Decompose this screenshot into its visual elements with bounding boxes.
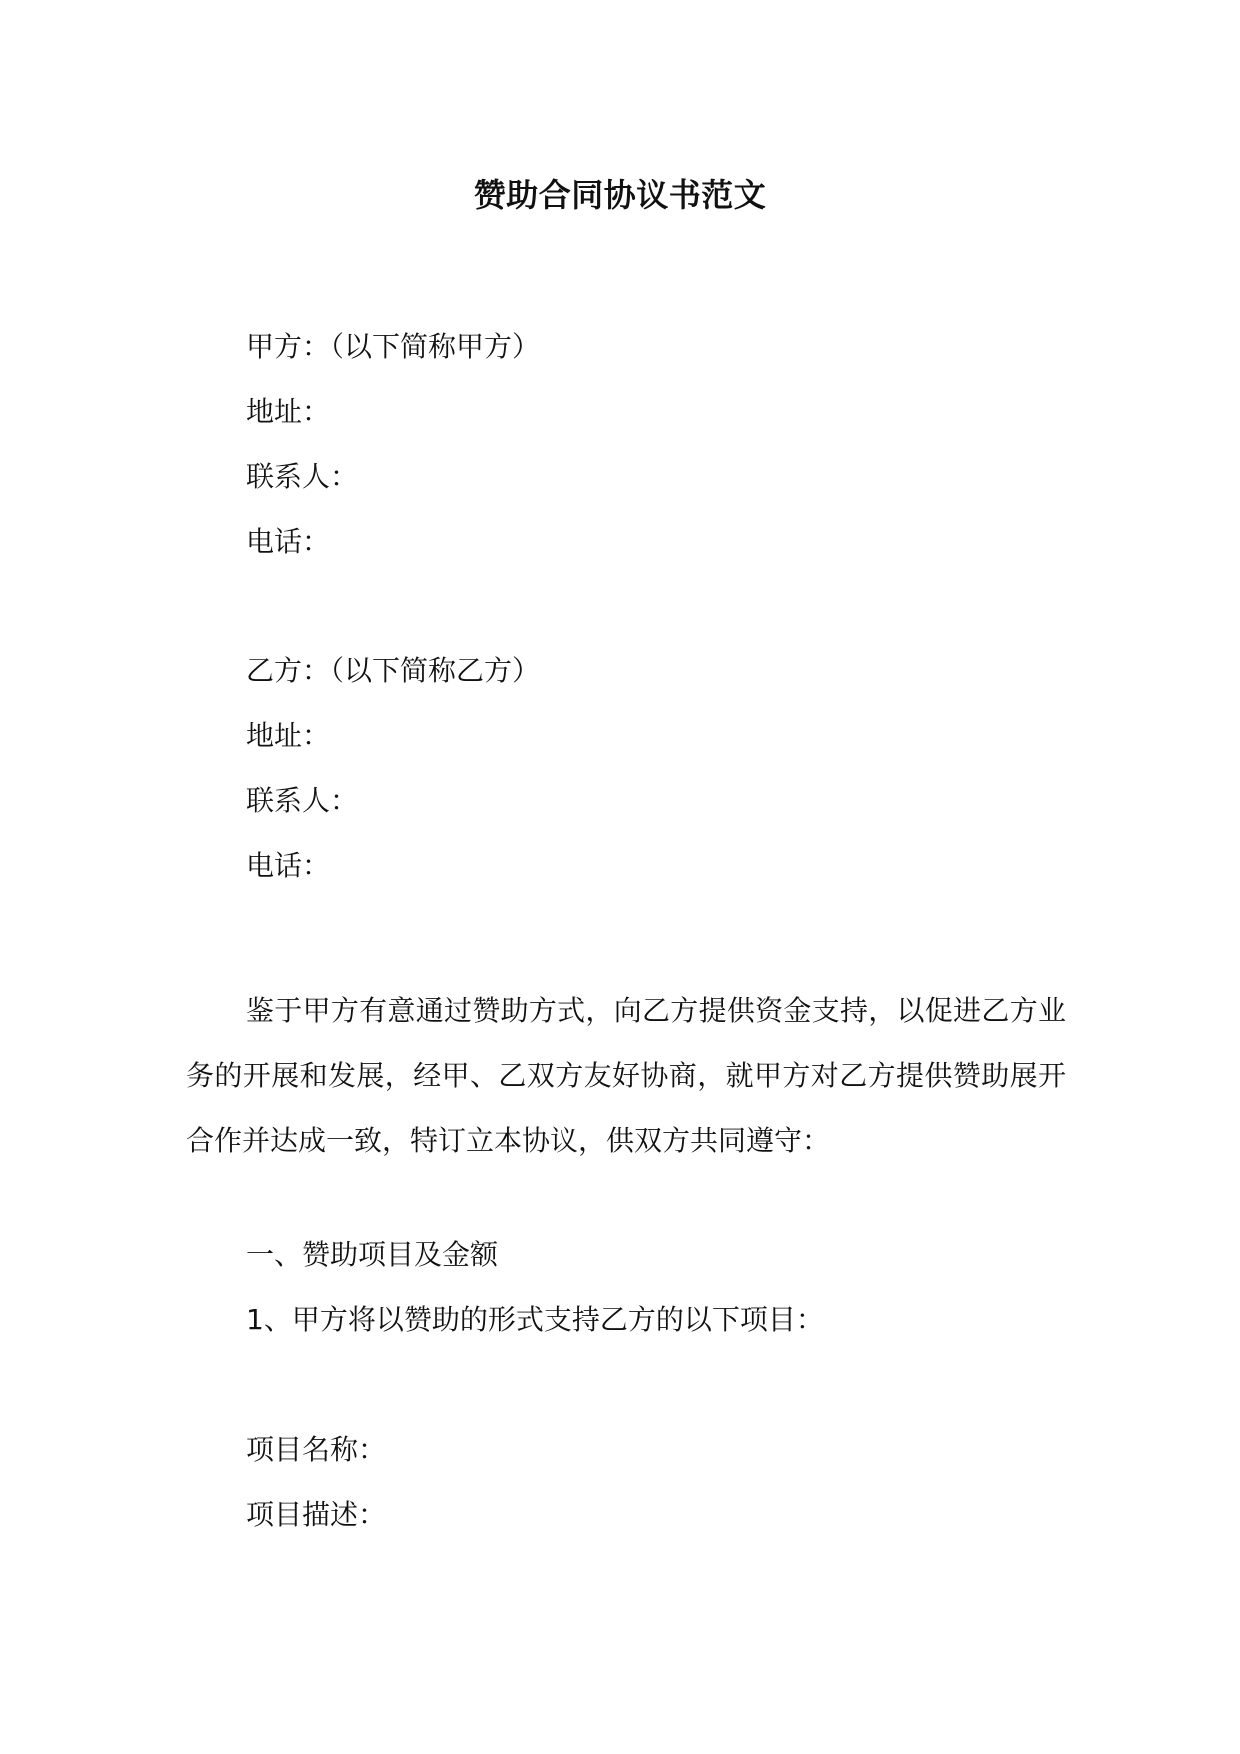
- party-a-address-label: 地址：: [246, 395, 331, 428]
- party-b-address-label: 地址：: [246, 719, 331, 752]
- document-title: 赞助合同协议书范文: [473, 176, 767, 214]
- section-1-item-1: 1、甲方将以赞助的形式支持乙方的以下项目：: [246, 1303, 824, 1336]
- project-description-label: 项目描述：: [246, 1498, 387, 1531]
- party-b-name-line: 乙方：（以下简称乙方）: [246, 654, 541, 687]
- party-a-phone-label: 电话：: [246, 525, 331, 558]
- party-b-contact-label: 联系人：: [246, 784, 359, 817]
- project-name-label: 项目名称：: [246, 1433, 387, 1466]
- party-a-name-line: 甲方：（以下简称甲方）: [246, 330, 541, 363]
- section-1-heading: 一、赞助项目及金额: [246, 1238, 499, 1271]
- party-a-contact-label: 联系人：: [246, 460, 359, 493]
- preamble-paragraph: 鉴于甲方有意通过赞助方式，向乙方提供资金支持，以促进乙方业务的开展和发展，经甲、乙双方友好协商，就甲方对乙方提供赞助展开合作并达成一致，特订立本协议，供双方共同遵守：: [186, 994, 1066, 1157]
- party-b-phone-label: 电话：: [246, 849, 331, 882]
